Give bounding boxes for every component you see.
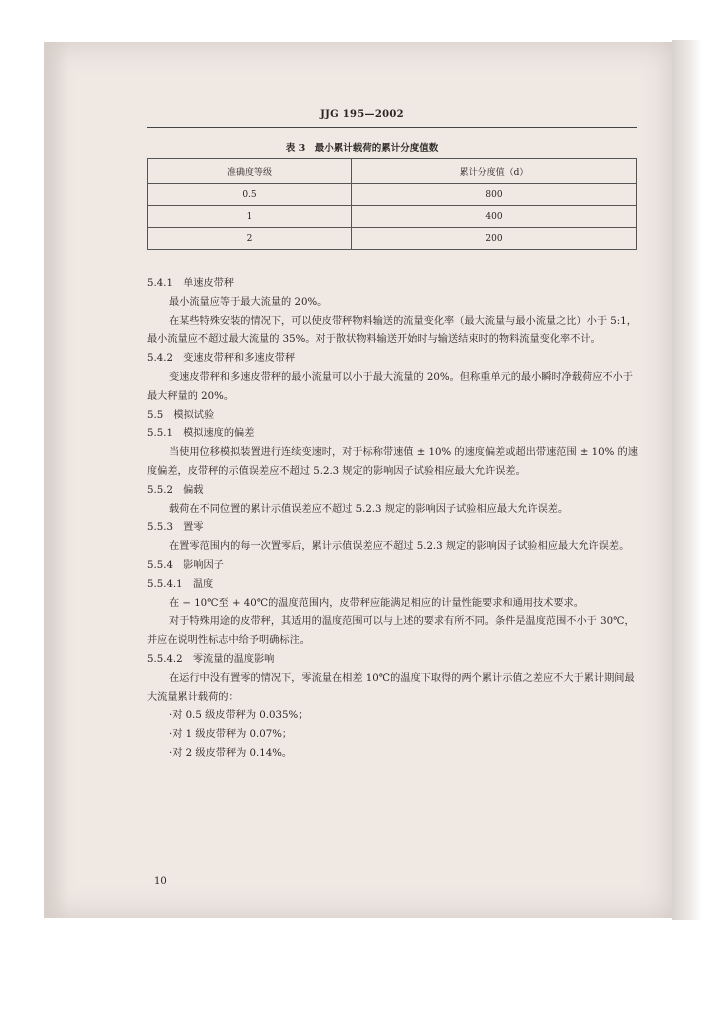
list-item: ·对 0.5 级皮带秤为 0.035%； [169, 710, 309, 722]
table-row [148, 206, 637, 228]
table-row [148, 228, 637, 250]
table-cell-value: 400 [352, 206, 637, 228]
paragraph: 变速皮带秤和多速皮带秤的最小流量可以小于最大流量的 20%。但称重单元的最小瞬时净载荷应不小于最大秤量的 20%。 [147, 371, 633, 402]
table-row [148, 184, 637, 206]
table-cell-value: 800 [352, 184, 637, 206]
section-heading: 5.4.2 变速皮带秤和多速皮带秤 [147, 353, 296, 365]
table-cell-grade: 2 [148, 228, 352, 250]
table-cell-value: 200 [352, 228, 637, 250]
header-rule [147, 127, 637, 128]
table-cell-grade: 1 [148, 206, 352, 228]
table-header-value: 累计分度值（d） [352, 159, 637, 184]
page-number: 10 [154, 876, 167, 887]
paragraph: 当使用位移模拟装置进行连续变速时，对于标称带速值 ± 10% 的速度偏差或超出带速范围 ± 10% 的速度偏差，皮带秤的示值误差应不超过 5.2.3 规定的影响因子试验相应最大允许误差。 [147, 447, 638, 477]
list-item: ·对 2 级皮带秤为 0.14%。 [169, 747, 293, 759]
table-header-row [148, 159, 637, 184]
page-binding-shadow [44, 42, 68, 918]
table-header-grade: 准确度等级 [148, 159, 352, 184]
section-heading: 5.5.4 影响因子 [147, 559, 224, 571]
paragraph: 在置零范围内的每一次置零后，累计示值误差应不超过 5.2.3 规定的影响因子试验相应最大允许误差。 [169, 541, 630, 553]
paragraph: 在运行中没有置零的情况下，零流量在相差 10℃的温度下取得的两个累计示值之差应不大于累计期间最大流量累计载荷的： [147, 672, 635, 703]
section-heading: 5.5 模拟试验 [147, 409, 215, 421]
paragraph: 最小流量应等于最大流量的 20%。 [169, 296, 328, 308]
section-heading: 5.5.3 置零 [147, 522, 204, 534]
standard-code-header: JJG 195—2002 [320, 109, 404, 120]
table-cell-grade: 0.5 [148, 184, 352, 206]
list-item: ·对 1 级皮带秤为 0.07%； [169, 729, 293, 741]
section-heading: 5.5.1 模拟速度的偏差 [147, 428, 255, 440]
section-heading: 5.5.4.1 温度 [147, 578, 214, 590]
paragraph: 在 − 10℃至 + 40℃的温度范围内，皮带秤应能满足相应的计量性能要求和通用技术要求。 [169, 597, 584, 609]
paragraph: 在某些特殊安装的情况下，可以使皮带秤物料输送的流量变化率（最大流量与最小流量之比）小于 5:1，最小流量应不超过最大流量的 35%。对于散状物料输送开始时与输送结束时的物料流量变化率不计。 [147, 315, 637, 346]
division-value-table [147, 158, 637, 250]
paragraph: 载荷在不同位置的累计示值误差应不超过 5.2.3 规定的影响因子试验相应最大允许误差。 [169, 503, 569, 515]
document-body [147, 275, 639, 764]
paragraph: 对于特殊用途的皮带秤，其适用的温度范围可以与上述的要求有所不同。条件是温度范围不小于 30℃，并应在说明性标志中给予明确标注。 [147, 616, 635, 647]
section-heading: 5.4.1 单速皮带秤 [147, 278, 235, 289]
facing-page-edge [672, 40, 702, 920]
table-caption: 表 3 最小累计载荷的累计分度值数 [285, 143, 439, 154]
section-heading: 5.5.4.2 零流量的温度影响 [147, 653, 275, 665]
section-heading: 5.5.2 偏载 [147, 484, 204, 496]
